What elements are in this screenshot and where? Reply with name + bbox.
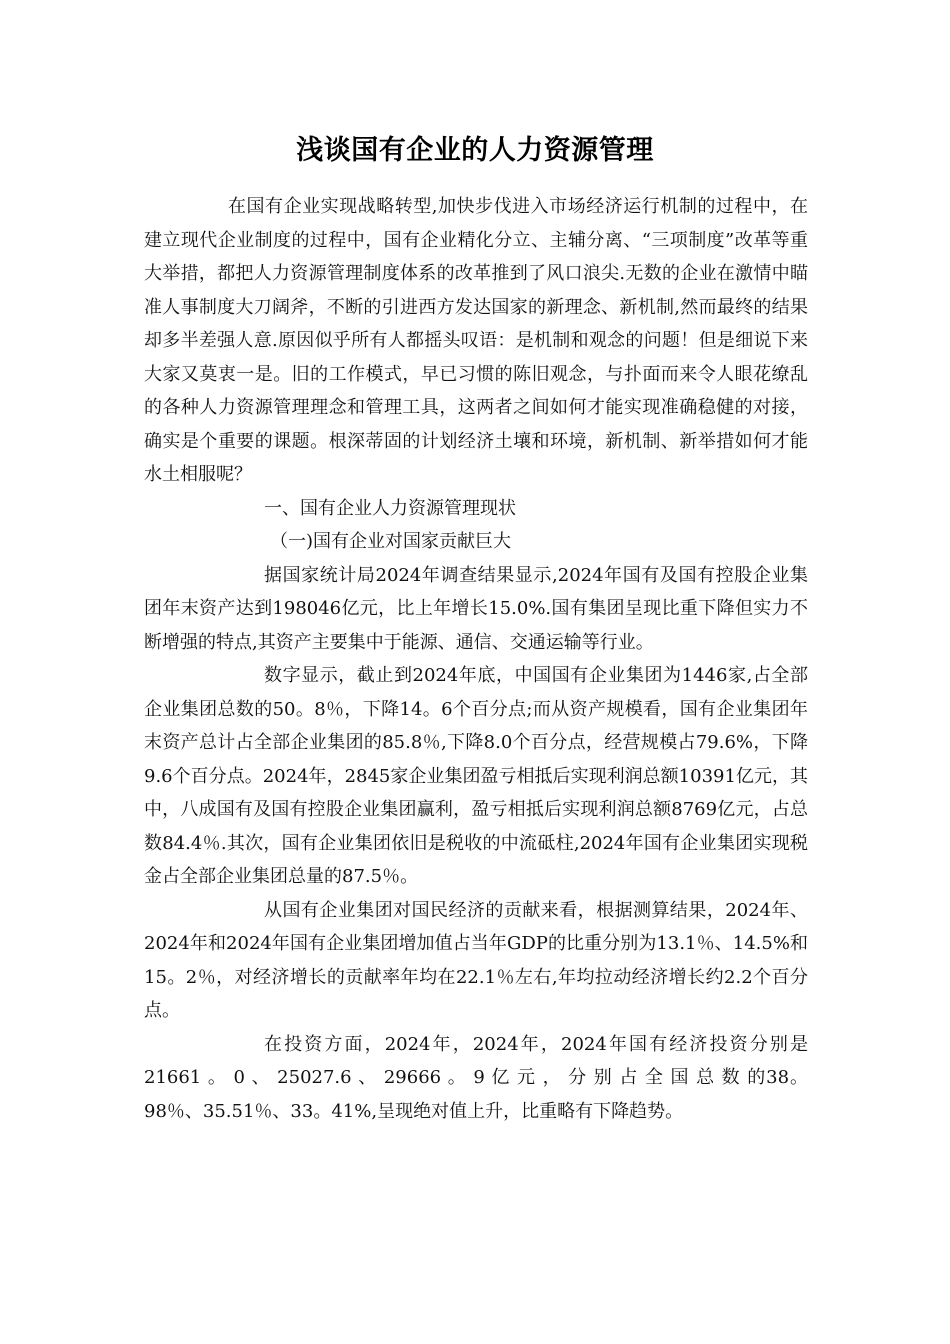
section-heading: 一、国有企业人力资源管理现状 — [264, 497, 516, 519]
body-paragraph: 在投资方面，2024年，2024年，2024年国有经济投资分别是21661 。 0 、 25027.6 、 29666 。 9 亿 元 ， 分 别 占 全 国 总 数 的38。98％、35.51％、33。41%,呈现绝对值上升，比重略有下降趋势。 — [144, 1033, 808, 1122]
body-paragraph: 据国家统计局2024年调查结果显示,2024年国有及国有控股企业集团年末资产达到198046亿元，比上年增长15.0%.国有集团呈现比重下降但实力不断增强的特点,其资产主要集中于能源、通信、交通运输等行业。 — [144, 564, 808, 653]
subsection-heading: （一)国有企业对国家贡献巨大 — [270, 531, 512, 552]
body-paragraph: 从国有企业集团对国民经济的贡献来看，根据测算结果，2024年、2024年和2024年国有企业集团增加值占当年GDP的比重分别为13.1％、14.5%和15。2％，对经济增长的贡献率年均在22.1％左右,年均拉动经济增长约2.2个百分点。 — [144, 899, 808, 1021]
document-body — [144, 190, 808, 1128]
document-title: 浅谈国有企业的人力资源管理 — [296, 135, 654, 166]
intro-paragraph: 在国有企业实现战略转型,加快步伐进入市场经济运行机制的过程中，在建立现代企业制度的过程中，国有企业精化分立、主辅分离、“三项制度”改革等重大举措，都把人力资源管理制度体系的改革推到了风口浪尖.无数的企业在激情中瞄准人事制度大刀阔斧，不断的引进西方发达国家的新理念、新机制,然而最终的结果却多半差强人意.原因似乎所有人都摇头叹语：是机制和观念的问题！但是细说下来大家又莫衷一是。旧的工作模式，早已习惯的陈旧观念，与扑面而来令人眼花缭乱的各种人力资源管理理念和管理工具，这两者之间如何才能实现准确稳健的对接，确实是个重要的课题。根深蒂固的计划经济土壤和环境，新机制、新举措如何才能水土相服呢？ — [144, 196, 808, 485]
body-paragraph: 数字显示，截止到2024年底，中国国有企业集团为1446家,占全部企业集团总数的50。8％，下降14。6个百分点;而从资产规模看，国有企业集团年末资产总计占全部企业集团的85.8％,下降8.0个百分点，经营规模占79.6%，下降9.6个百分点。2024年，2845家企业集团盈亏相抵后实现利润总额10391亿元，其中，八成国有及国有控股企业集团赢利，盈亏相抵后实现利润总额8769亿元，占总数84.4％.其次，国有企业集团依旧是税收的中流砥柱,2024年国有企业集团实现税金占全部企业集团总量的87.5％。 — [144, 665, 808, 887]
